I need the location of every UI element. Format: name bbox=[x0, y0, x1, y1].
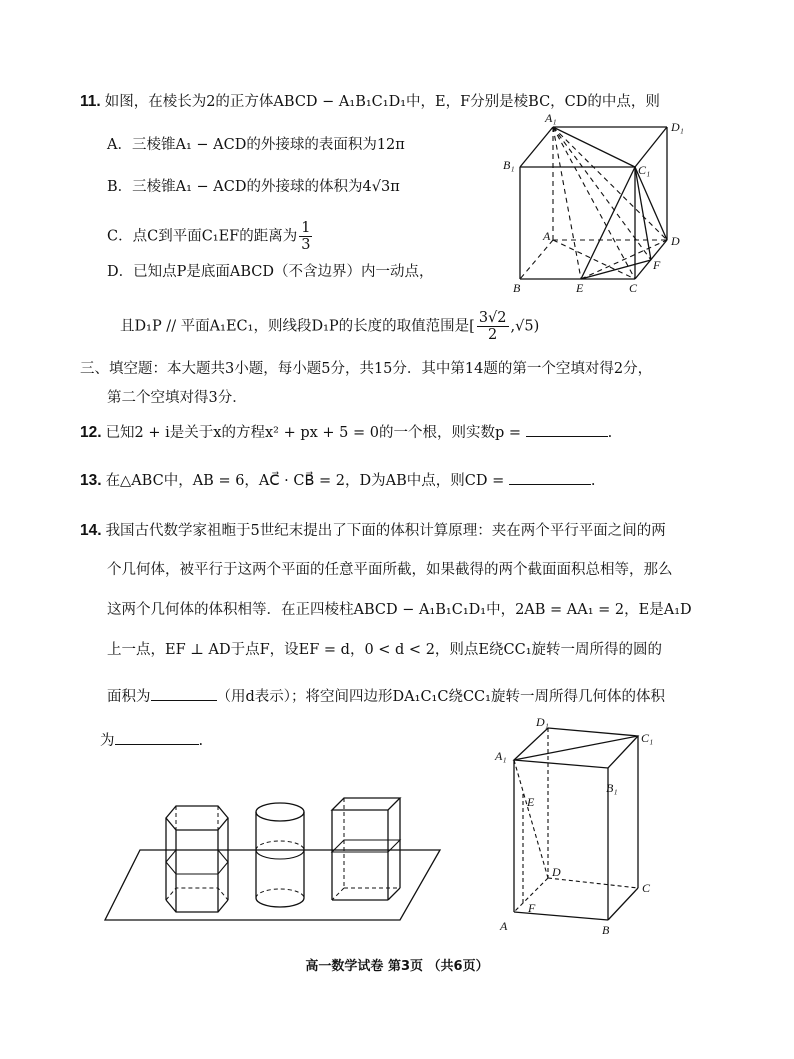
q11-cube-figure bbox=[495, 112, 715, 302]
zu-geng-principle-figure bbox=[100, 788, 450, 938]
q11-option-a: A．三棱锥A₁ − ACD的外接球的表面积为12π bbox=[107, 137, 405, 153]
fraction-denominator: 3 bbox=[301, 237, 311, 253]
label-A1: A₁ bbox=[545, 111, 557, 125]
label-A: A bbox=[543, 229, 551, 243]
q14-line1 bbox=[80, 521, 666, 541]
label-C1: C₁ bbox=[638, 163, 651, 177]
q11-option-c-text: C．点C到平面C₁EF的距离为 bbox=[107, 228, 298, 245]
q14-line1-text: 我国古代数学家祖暅于5世纪末提出了下面的体积计算原理：夹在两个平行平面之间的两 bbox=[105, 523, 666, 539]
q11-option-d-fraction bbox=[477, 310, 509, 343]
q11-option-b: B．三棱锥A₁ − ACD的外接球的体积为4√3π bbox=[107, 179, 400, 195]
label-B1: B₁ bbox=[503, 158, 515, 172]
q14-line2: 个几何体，被平行于这两个平面的任意平面所截，如果截得的两个截面面积总相等，那么 bbox=[107, 562, 673, 578]
q12-text: 已知2 + i是关于x的方程x² + px + 5 = 0的一个根，则实数p = bbox=[105, 425, 522, 441]
q11-option-c bbox=[107, 220, 314, 253]
q14-line6 bbox=[100, 730, 203, 751]
fraction-denominator: 2 bbox=[488, 327, 498, 343]
label-B1: B₁ bbox=[606, 781, 618, 795]
q12-number: 12. bbox=[80, 424, 102, 441]
q14-line5-post: （用d表示）；将空间四边形DA₁C₁C绕CC₁旋转一周所得几何体的体积 bbox=[216, 689, 665, 705]
q14-number: 14. bbox=[80, 522, 102, 539]
q13-number: 13. bbox=[80, 472, 102, 489]
label-B: B bbox=[602, 923, 610, 937]
q13 bbox=[80, 470, 595, 491]
label-A: A bbox=[500, 919, 508, 933]
q11-option-d-cont bbox=[120, 310, 539, 343]
label-F: F bbox=[528, 901, 536, 915]
q14-line6-end: . bbox=[198, 733, 204, 749]
q11-option-c-fraction bbox=[299, 220, 312, 253]
q11-option-d-cont-end: ,√5) bbox=[510, 318, 540, 335]
label-D1: D₁ bbox=[671, 120, 684, 134]
q14-line3: 这两个几何体的体积相等．在正四棱柱ABCD − A₁B₁C₁D₁中，2AB = AA₁ = 2，E是A₁D bbox=[107, 602, 692, 618]
q12-end: . bbox=[607, 425, 613, 441]
q11-stem bbox=[80, 92, 660, 112]
label-E: E bbox=[576, 281, 584, 295]
q12-answer-blank[interactable] bbox=[526, 422, 608, 437]
q13-end: . bbox=[590, 473, 596, 489]
label-F: F bbox=[653, 258, 661, 272]
label-D: D bbox=[552, 865, 561, 879]
label-C: C bbox=[642, 881, 651, 895]
label-A1: A₁ bbox=[495, 749, 507, 763]
section3-line1: 三、填空题：本大题共3小题，每小题5分，共15分．其中第14题的第一个空填对得2分， bbox=[80, 361, 653, 377]
q11-stem-text: 如图，在棱长为2的正方体ABCD − A₁B₁C₁D₁中，E，F分别是棱BC，CD的中点，则 bbox=[104, 94, 660, 110]
fraction-numerator: 1 bbox=[301, 220, 311, 236]
label-D: D bbox=[671, 234, 680, 248]
label-E: E bbox=[527, 795, 535, 809]
q14-answer-blank-1[interactable] bbox=[151, 686, 217, 701]
q14-prism-figure bbox=[490, 715, 670, 940]
q13-answer-blank[interactable] bbox=[509, 470, 591, 485]
label-C: C bbox=[629, 281, 638, 295]
q11-option-d: D．已知点P是底面ABCD（不含边界）内一动点， bbox=[107, 264, 434, 280]
q14-answer-blank-2[interactable] bbox=[115, 730, 199, 745]
page-footer: 高一数学试卷 第3页 （共6页） bbox=[305, 959, 489, 974]
label-C1: C₁ bbox=[641, 731, 654, 745]
q14-line5-pre: 面积为 bbox=[107, 689, 151, 705]
q13-text: 在△ABC中，AB = 6，AC⃗ · CB⃗ = 2，D为AB中点，则CD = bbox=[105, 473, 505, 489]
q14-line4: 上一点，EF ⊥ AD于点F，设EF = d，0 < d < 2，则点E绕CC₁旋转一周所得的圆的 bbox=[107, 642, 663, 658]
q11-number: 11. bbox=[80, 93, 101, 110]
fraction-numerator: 3√2 bbox=[478, 310, 507, 326]
q12 bbox=[80, 422, 612, 443]
label-D1: D₁ bbox=[536, 715, 549, 729]
q11-option-d-cont-text: 且D₁P // 平面A₁EC₁，则线段D₁P的长度的取值范围是[ bbox=[120, 318, 475, 335]
q14-line5 bbox=[107, 686, 665, 707]
q14-line6-pre: 为 bbox=[100, 733, 115, 749]
label-B: B bbox=[513, 281, 521, 295]
section3-line2: 第二个空填对得3分． bbox=[107, 390, 247, 406]
